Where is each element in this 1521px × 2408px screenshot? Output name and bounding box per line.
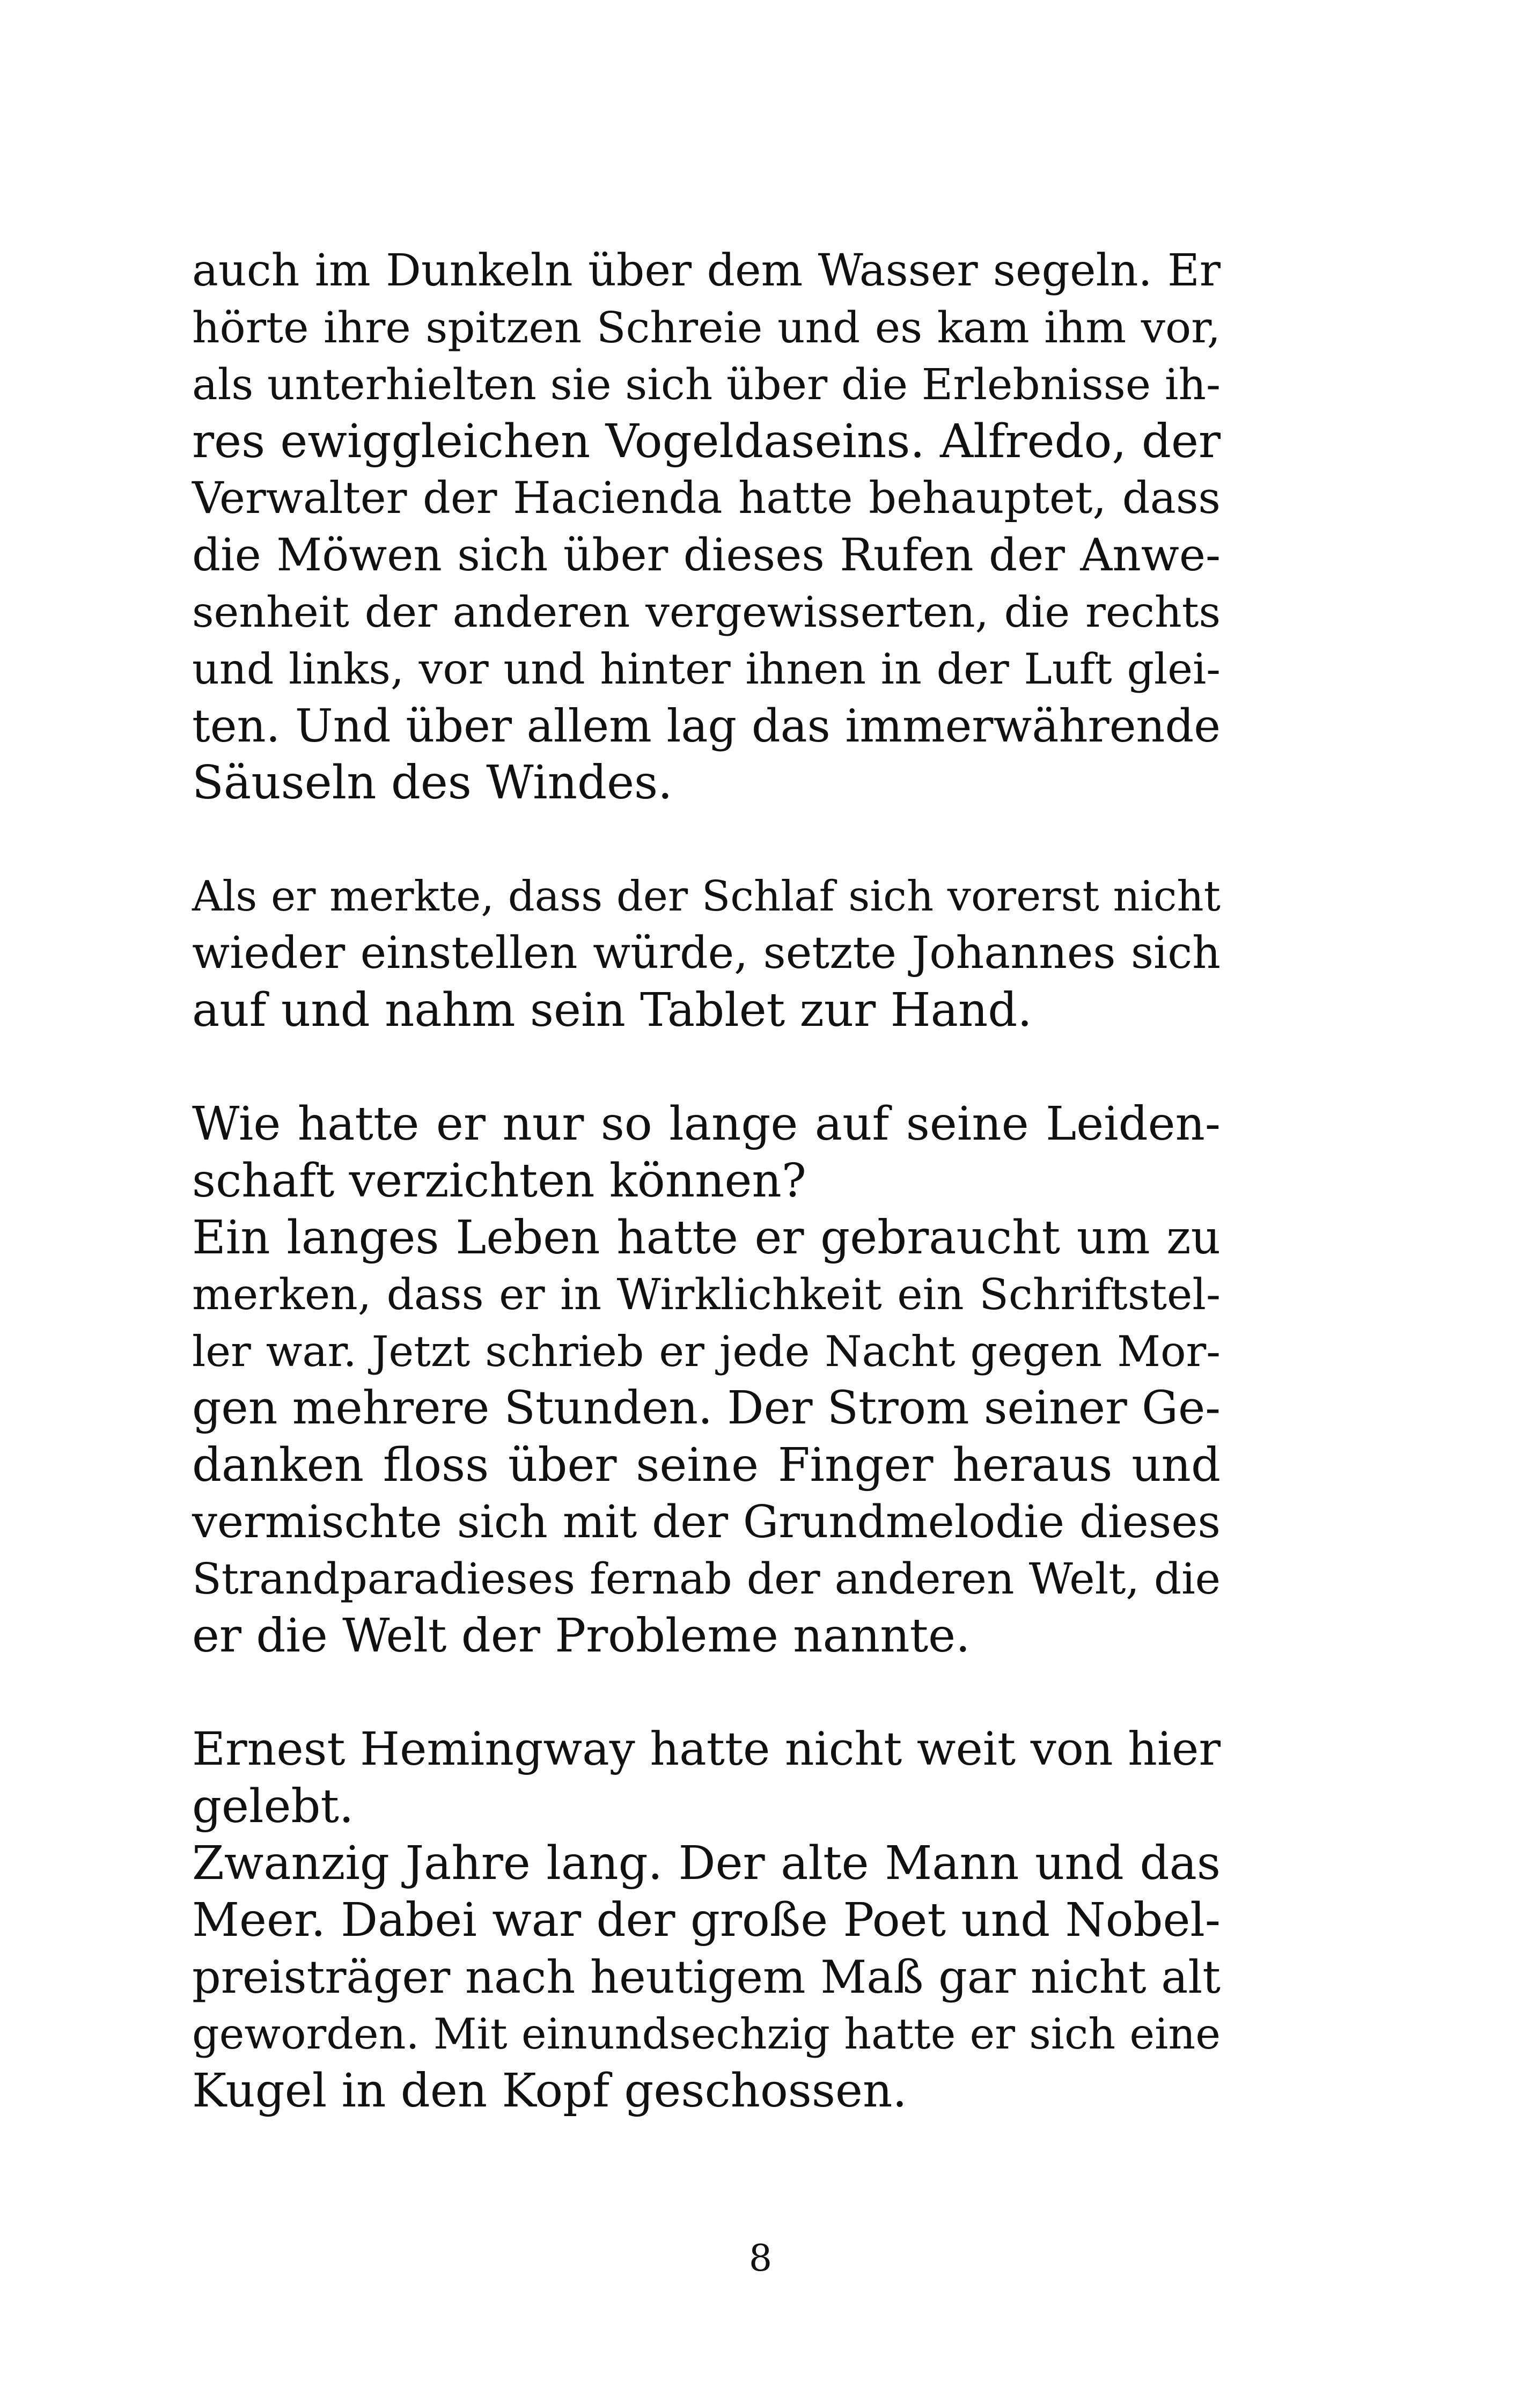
text-line: res ewiggleichen Vogeldaseins. Alfredo, der [192,415,1221,468]
text-line: hörte ihre spitzen Schreie und es kam ihm vor, [192,303,1221,353]
text-line: Verwalter der Hacienda hatte behauptet, dass [192,473,1221,524]
text-line: wieder einstellen würde, setzte Johannes sich [192,928,1221,979]
text-line: geworden. Mit einundsechzig hatte er sich eine [192,2009,1221,2059]
text-line: Säuseln des Windes. [192,756,673,810]
paragraph [192,868,1221,1039]
text-line: danken floss über seine Finger heraus und [192,1438,1221,1492]
paragraph [192,1721,1221,1835]
text-line: Ernest Hemingway hatte nicht weit von hier [192,1723,1221,1776]
text-line: als unterhielten sie sich über die Erlebnisse ih- [192,359,1221,409]
paragraph-gap [192,1664,1221,1721]
text-line: und links, vor und hinter ihnen in der Luft glei- [192,644,1221,694]
text-line: preisträger nach heutigem Maß gar nicht alt [192,1951,1221,2003]
text-line: gelebt. [192,1780,354,1833]
paragraph-gap [192,811,1221,868]
text-line: ten. Und über allem lag das immerwährende [192,700,1221,752]
text-line: ler war. Jetzt schrieb er jede Nacht gegen Mor- [192,1327,1221,1376]
text-line: er die Welt der Probleme nannte. [192,1609,971,1663]
text-line: schaft verzichten können? [192,1154,806,1208]
paragraph [192,243,1221,811]
text-line: die Möwen sich über dieses Rufen der Anwe- [192,529,1221,581]
text-line: merken, dass er in Wirklichkeit ein Schriftstel- [192,1269,1221,1319]
text-line: gen mehrere Stunden. Der Strom seiner Ge- [192,1382,1221,1435]
text-line: auch im Dunkeln über dem Wasser segeln. Er [192,245,1221,296]
text-line: Meer. Dabei war der große Poet und Nobel- [192,1893,1221,1947]
text-line: Strandparadieses fernab der anderen Welt, die [192,1554,1221,1604]
page-number: 8 [748,2237,773,2280]
body-text [192,243,1221,2119]
paragraph [192,1209,1221,1664]
text-line: senheit der anderen vergewisserten, die rechts [192,588,1221,637]
text-line: Ein langes Leben hatte er gebraucht um zu [192,1211,1221,1265]
text-line: vermischte sich mit der Grundmelodie dieses [192,1496,1221,1548]
paragraph [192,1096,1221,1209]
text-line: Als er merkte, dass der Schlaf sich vorerst nicht [192,872,1221,921]
paragraph [192,1835,1221,2119]
text-line: Wie hatte er nur so lange auf seine Leiden- [192,1097,1221,1151]
text-line: Kugel in den Kopf geschossen. [192,2064,907,2118]
text-line: Zwanzig Jahre lang. Der alte Mann und das [192,1837,1221,1890]
text-line: auf und nahm sein Tablet zur Hand. [192,983,1032,1037]
paragraph-gap [192,1039,1221,1096]
